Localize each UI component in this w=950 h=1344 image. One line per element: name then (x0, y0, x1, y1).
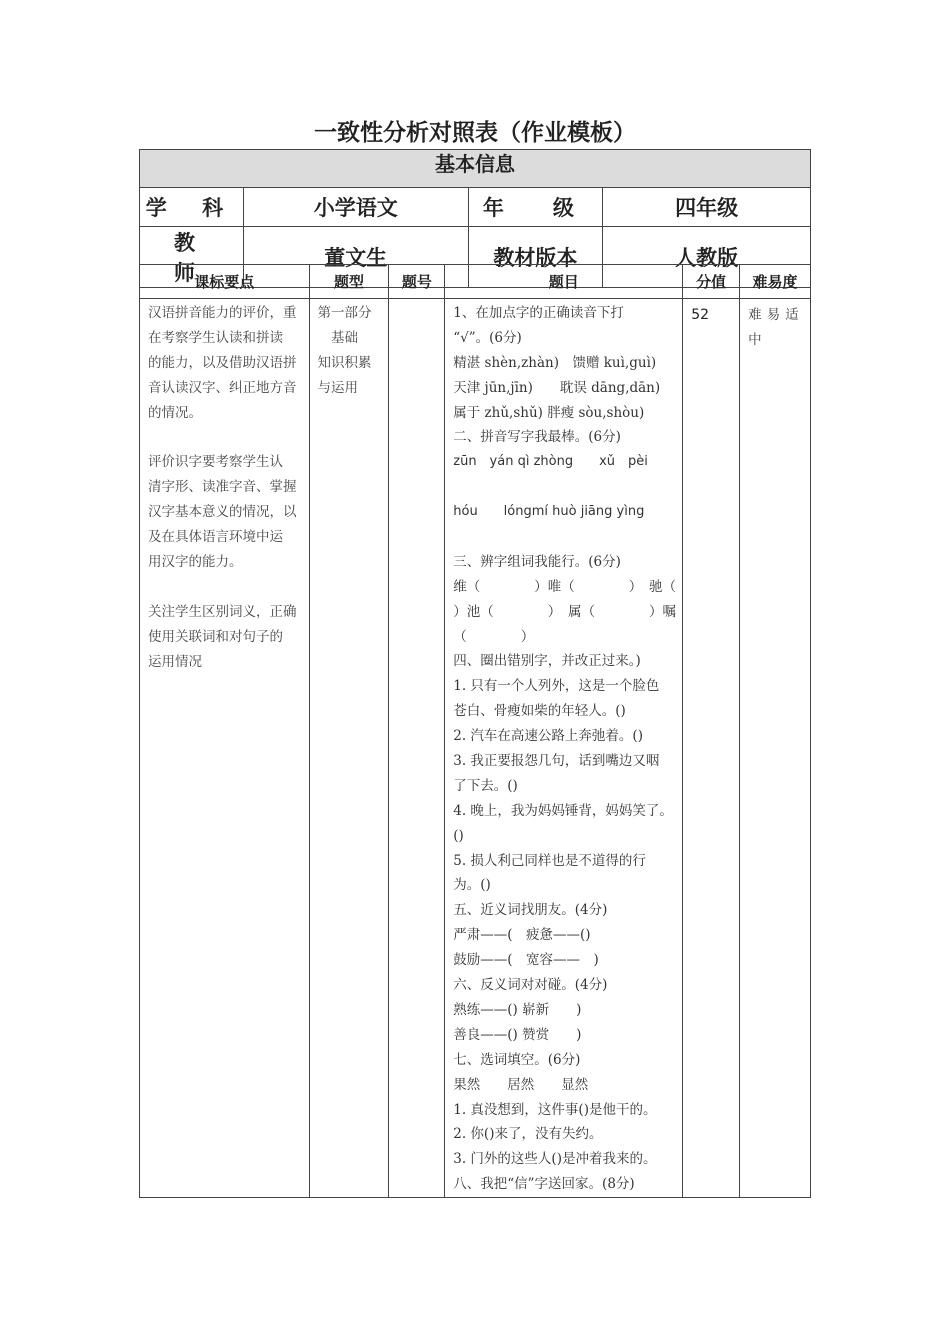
question-line: 二、拼音写字我最棒。(6分) (453, 429, 621, 446)
question-line: 为。() (453, 877, 491, 894)
question-line (453, 525, 676, 550)
teacher-value: 董文生 (243, 227, 468, 288)
score-cell (683, 299, 740, 1198)
question-line: 四、圈出错别字，并改正过来。) (453, 653, 641, 670)
teacher-label: 教 师 (140, 227, 244, 288)
question-line: 3. 门外的这些人()是冲着我来的。 (453, 1151, 657, 1168)
type-line: 第一部分 (317, 305, 372, 321)
question-line: 果然 居然 显然 (453, 1076, 589, 1093)
grade-label: 年 级 (468, 188, 603, 227)
standards-line: 汉语拼音能力的评价，重 (148, 305, 297, 321)
type-line: 基础 (317, 329, 358, 346)
page-title: 一致性分析对照表（作业模板） (314, 120, 636, 146)
difficulty-cell (740, 299, 811, 1198)
question-line: 4. 晚上，我为妈妈锤背，妈妈笑了。 (453, 802, 673, 819)
basic-info-row (140, 188, 811, 227)
question-line: 熟练——() 崭新 ) (453, 1001, 582, 1018)
question-line: hóu lóngmí huò jiāng yìng (453, 504, 645, 520)
question-line: （ ） (453, 628, 535, 645)
question-line: 鼓励——( 宽容—— ) (453, 952, 599, 969)
question-line: “√”。(6分) (453, 329, 522, 346)
column-header: 题型 (309, 265, 389, 299)
question-number-cell (389, 299, 445, 1198)
difficulty-line: 难易适 (748, 307, 804, 323)
grade-value: 四年级 (603, 188, 811, 227)
question-line: 维（ ）唯（ ） 驰（ (453, 578, 676, 595)
score-value: 52 (691, 307, 710, 323)
question-line: 苍白、骨瘦如柴的年轻人。() (453, 703, 626, 720)
question-line: 善良——() 赞赏 ) (453, 1026, 582, 1043)
type-line: 知识积累 (317, 354, 372, 371)
edition-label: 教材版本 (468, 227, 603, 288)
question-content-cell (445, 299, 683, 1198)
question-line: 八、我把“信”字送回家。(8分) (453, 1176, 635, 1193)
question-list (445, 299, 682, 1197)
question-line: 五、近义词找朋友。(4分) (453, 902, 608, 919)
standards-line: 用汉字的能力。 (148, 554, 243, 571)
question-line: 精湛 shèn,zhàn) 馈赠 kuì,guì) (453, 354, 657, 371)
standards-cell (140, 299, 310, 1198)
column-header: 课标要点 (140, 265, 310, 299)
question-line: ）池（ ） 属（ ）嘱 (453, 603, 676, 620)
question-line: 属于 zhǔ,shǔ) 胖瘦 sòu,shòu) (453, 404, 645, 421)
difficulty-line: 中 (748, 331, 767, 348)
question-line: 2. 汽车在高速公路上奔弛着。() (453, 728, 643, 745)
question-line: () (453, 827, 464, 844)
standards-line: 音认读汉字、纠正地方音 (148, 379, 297, 396)
basic-info-header: 基本信息 (139, 149, 811, 188)
standards-line: 在考察学生认读和拼读 (148, 329, 283, 346)
column-header: 分值 (683, 265, 740, 299)
column-header: 题号 (389, 265, 445, 299)
question-type-cell (309, 299, 389, 1198)
question-line: 1、在加点字的正确读音下打 (453, 305, 624, 321)
question-line (453, 475, 676, 500)
standards-line: 汉字基本意义的情况，以 (148, 504, 297, 521)
question-line: 了下去。() (453, 777, 518, 794)
question-line: 七、选词填空。(6分) (453, 1051, 581, 1068)
standards-line: 的能力，以及借助汉语拼 (148, 354, 297, 371)
standards-line: 及在具体语言环境中运 (148, 529, 283, 546)
question-line: 严肃——( 疲惫——() (453, 927, 591, 944)
edition-value: 人教版 (603, 227, 811, 288)
question-line: zūn yán qì zhòng xǔ pèi (453, 454, 648, 470)
question-line: 六、反义词对对碰。(4分) (453, 977, 608, 994)
table-row (140, 299, 811, 1198)
standards-line: 关注学生区别词义，正确 (148, 603, 297, 620)
column-header: 难易度 (740, 265, 811, 299)
question-line: 2. 你()来了，没有失约。 (453, 1126, 603, 1143)
column-header: 题目 (445, 265, 683, 299)
question-line: 5. 损人利己同样也是不道得的行 (453, 852, 646, 869)
standards-line: 评价识字要考察学生认 (148, 454, 283, 471)
question-line: 三、辨字组词我能行。(6分) (453, 553, 621, 570)
analysis-table (139, 264, 811, 1198)
standards-line: 运用情况 (148, 653, 202, 670)
type-line: 与运用 (317, 379, 358, 396)
table-header-row (140, 265, 811, 299)
subject-label: 学 科 (140, 188, 244, 227)
standards-line: 清字形、读准字音、掌握 (148, 479, 297, 496)
subject-value: 小学语文 (243, 188, 468, 227)
question-line: 3. 我正要报怨几句，话到嘴边又咽 (453, 753, 660, 770)
question-line: 1. 真没想到，这件事()是他干的。 (453, 1101, 657, 1118)
question-line: 1. 只有一个人列外，这是一个脸色 (453, 678, 660, 695)
standards-line: 使用关联词和对句子的 (148, 628, 283, 645)
question-line: 天津 jūn,jīn) 耽误 dāng,dān) (453, 379, 661, 396)
standards-line: 的情况。 (148, 404, 202, 421)
